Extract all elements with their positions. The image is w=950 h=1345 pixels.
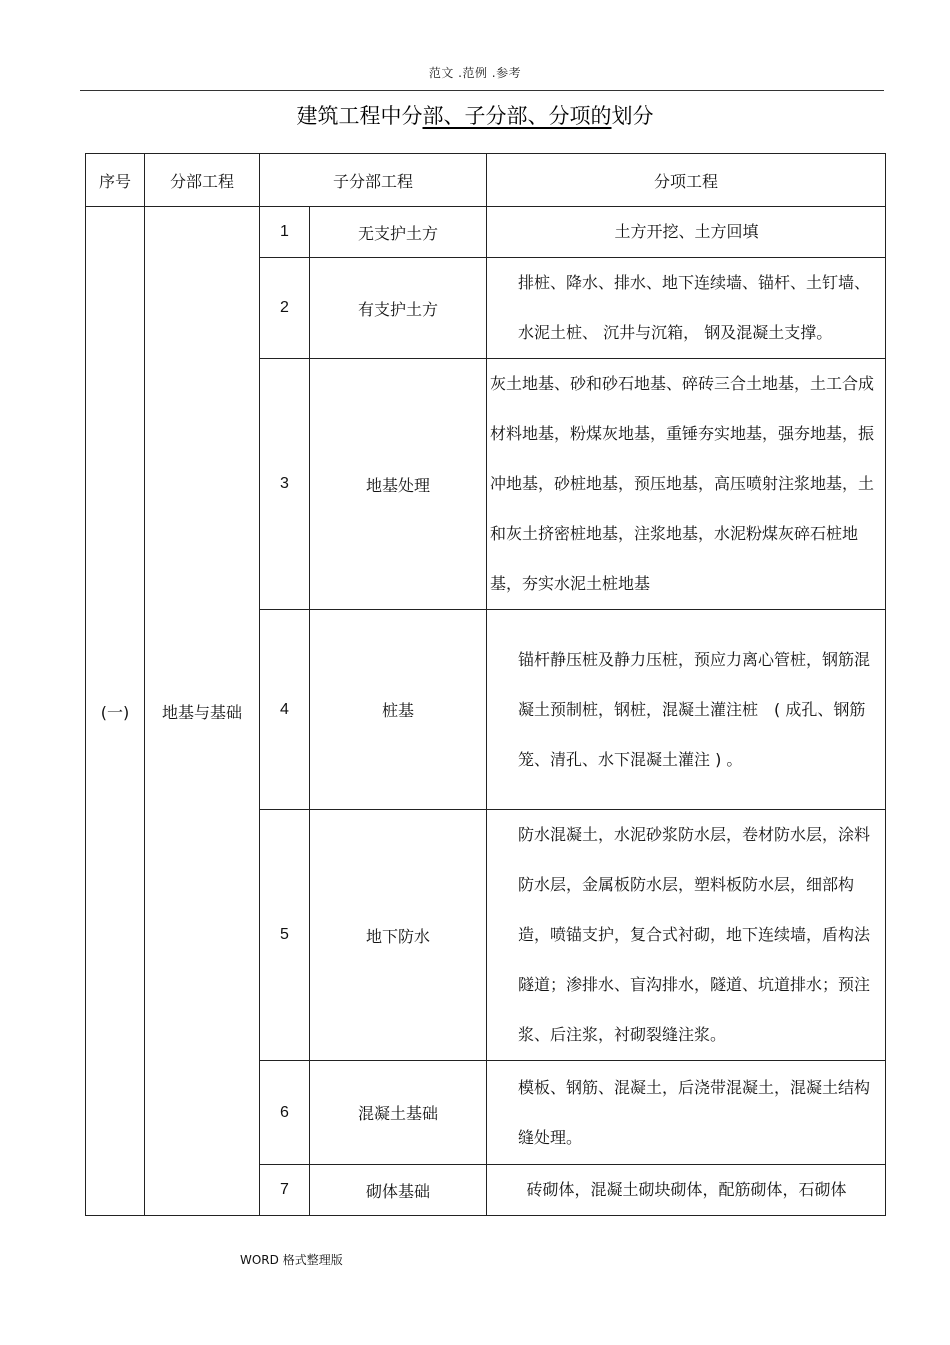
header-division: 分部工程 [145,154,260,207]
items-cell [487,1165,886,1216]
items-cell [487,610,886,810]
subdivision-name: 混凝土基础 [310,1061,487,1165]
header-rule [80,90,884,91]
row-number: 7 [260,1165,310,1216]
items-text: 砖砌体，混凝土砌块砌体，配筋砌体，石砌体 [526,1180,847,1199]
row-number: 4 [260,610,310,810]
document-title [0,100,950,130]
row-number: 6 [260,1061,310,1165]
group-division-cell: 地基与基础 [145,207,260,1216]
items-cell [487,810,886,1061]
items-text: 锚杆静压桩及静力压桩，预应力离心管桩，钢筋混凝土预制桩，钢桩，混凝土灌注桩 ( 成孔、钢筋笼、清孔、水下混凝土灌注 ) 。 [518,649,871,769]
title-suffix: 划分 [611,104,654,128]
table-header-row [86,154,886,207]
items-text: 土方开挖、土方回填 [614,222,759,241]
row-number: 5 [260,810,310,1061]
items-text: 防水混凝土，水泥砂浆防水层，卷材防水层，涂料防水层，金属板防水层，塑料板防水层，细部构造，喷锚支护，复合式衬砌，地下连续墙，盾构法隧道；渗排水、盲沟排水，隧道、坑道排水；预注浆、后注浆，衬砌裂缝注浆。 [518,825,871,1044]
subdivision-name: 砌体基础 [310,1165,487,1216]
items-text: 排桩、降水、排水、地下连续墙、锚杆、土钉墙、水泥土桩、 沉井与沉箱， 钢及混凝土支撑。 [518,273,871,342]
page-footer: WORD 格式整理版 [240,1253,343,1267]
items-cell [487,1061,886,1165]
division-table [85,153,886,1216]
title-underlined: 部、子分部、分项的 [422,104,612,128]
row-number: 2 [260,258,310,359]
subdivision-name: 有支护土方 [310,258,487,359]
subdivision-name: 地下防水 [310,810,487,1061]
items-text: 模板、钢筋、混凝土，后浇带混凝土，混凝土结构缝处理。 [518,1077,871,1147]
items-cell [487,207,886,258]
header-items: 分项工程 [487,154,886,207]
page-header: 范文 .范例 .参考 [428,66,522,80]
header-seq: 序号 [86,154,145,207]
header-subdivision: 子分部工程 [260,154,487,207]
items-cell [487,359,886,610]
table-row [86,207,886,258]
items-text: 灰土地基、砂和砂石地基、碎砖三合土地基，土工合成材料地基，粉煤灰地基，重锤夯实地基，强夯地基，振冲地基，砂桩地基，预压地基，高压喷射注浆地基，土和灰土挤密桩地基，注浆地基，水泥粉煤灰碎石桩地基，夯实水泥土桩地基 [490,374,875,593]
row-number: 3 [260,359,310,610]
subdivision-name: 桩基 [310,610,487,810]
group-seq-cell: (一) [86,207,145,1216]
subdivision-name: 无支护土方 [310,207,487,258]
row-number: 1 [260,207,310,258]
items-cell [487,258,886,359]
title-prefix: 建筑工程中分 [296,104,423,128]
subdivision-name: 地基处理 [310,359,487,610]
